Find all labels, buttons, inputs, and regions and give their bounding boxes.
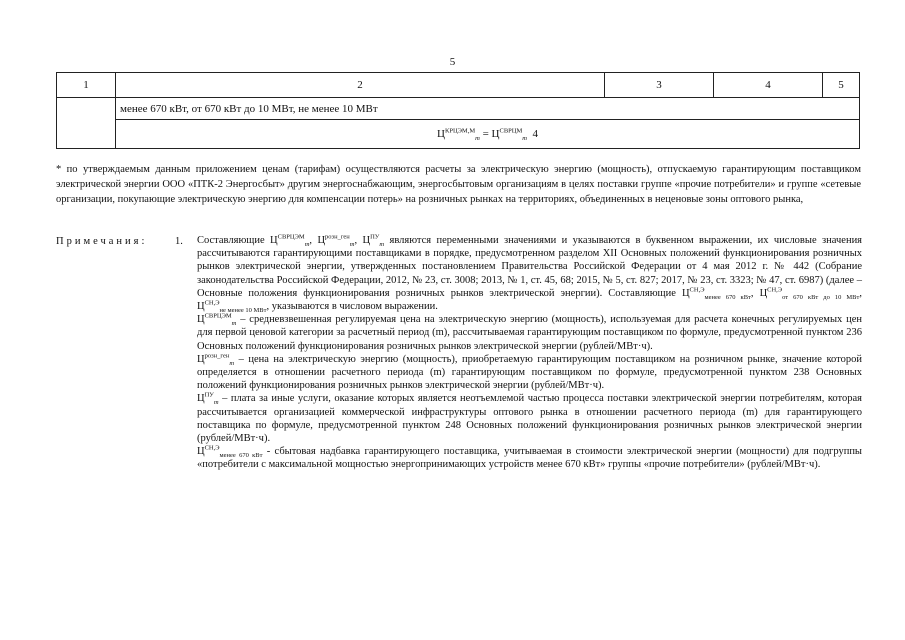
footnote: * по утверждаемым данным приложением ценам (тарифам) осуществляются расчеты за электрическую энергию (мощность), отпускаемую гарантирующим поставщиком электрической энергии ООО «ПТК-2 Энергосбыт» другим энергоснабжающим, энергосбытовым организациям в целях поставки группе «прочие потребители» и группе «сетевые организации, покупающие электрическую энергию для компенсации потерь» на розничных рынках на территориях, объединенных в неценовые зоны оптового рынка, [56, 164, 861, 205]
tariff-table [56, 72, 860, 149]
table-cell-empty [57, 98, 116, 149]
header-cell-2: 2 [116, 73, 605, 98]
header-cell-3: 3 [605, 73, 714, 98]
notes-label: Примечания: [56, 236, 148, 247]
table-header-row [57, 73, 860, 98]
table-row [57, 120, 860, 149]
formula: $Ц^{КРЦЭМ,М}_m = Ц^{СВРЦМ}_m$ 4 [437, 127, 538, 143]
note-paragraph-5: $Ц^{СН,Э}_{менее 670 кВт}$ - сбытовая надбавка гарантирующего поставщика, учитываемая в стоимости электрической энергии (мощности) для подгруппы «потребители с максимальной мощностью энергопринимающих устройств менее 670 кВт» группы «прочие потребители» (рублей/МВт·ч). [197, 444, 862, 471]
header-cell-4: 4 [714, 73, 823, 98]
table-cell-category: менее 670 кВт, от 670 кВт до 10 МВт, не менее 10 МВт [116, 98, 860, 120]
table-cell-formula [116, 120, 860, 149]
page-number: 5 [449, 56, 456, 68]
notes-body [197, 234, 862, 472]
note-paragraph-1: Составляющие $Ц^{СВРЦЭМ}_m$, $Ц^{розн\_ген}_m$, $Ц^{ПУ}_m$ являются переменными значениями и указываются в буквенном выражении, их числовые значения рассчитываются гарантирующими поставщиками в порядке, предусмотренном разделом XII Основных положений функционирования розничных рынков электрической энергии, утвержденных постановлением Правительства Российской Федерации от 4 мая 2012 г. № 442 (Собрание законодательства Российской Федерации, 2012, № 23, ст. 3008; 2013, № 1, ст. 45, 68; 2015, № 5, ст. 827; 2017, № 23, ст. 3323; № 47, ст. 6987) (далее – Основные положения функционирования розничных рынков электрической энергии). Составляющие $Ц^{СН,Э}_{менее 670 кВт}$, $Ц^{СН,Э}_{от 670 кВт до 10 МВт}$, $Ц^{СН,Э}_{не менее 10 МВт}$, указываются в числовом выражении. [197, 233, 863, 315]
note-paragraph-3: $Ц^{розн\_ген}_m$ – цена на электрическую энергию (мощность), приобретаемую гарантирующим поставщиком на розничном рынке, значение которой определяется в отношении расчетного периода (m) гарантирующим поставщиком по формуле, предусмотренной пунктом 238 Основных положений функционирования розничных рынков электрической энергии (рублей/МВт·ч). [197, 352, 862, 392]
note-paragraph-2: $Ц^{СВРЦЭМ}_m$ – средневзвешенная регулируемая цена на электрическую энергию (мощность), используемая для расчета конечных регулируемых цен для первой ценовой категории за расчетный период (m), рассчитываемая гарантирующим поставщиком по формуле, предусмотренной пунктом 236 Основных положений функционирования розничных рынков электрической энергии (рублей/МВт·ч). [197, 312, 862, 352]
table-row [57, 98, 860, 120]
header-cell-1: 1 [57, 73, 116, 98]
header-cell-5: 5 [823, 73, 860, 98]
notes-item-number: 1. [175, 236, 183, 247]
note-paragraph-4: $Ц^{ПУ}_m$ – плата за иные услуги, оказание которых является неотъемлемой частью процесса поставки электрической энергии потребителям, которая рассчитывается организацией коммерческой инфраструктуры оптового рынка в отношении расчетного периода (m) для гарантирующего поставщика по формуле, предусмотренной пунктом 248 Основных положений функционирования розничных рынков электрической энергии (рублей/МВт·ч). [197, 391, 862, 445]
